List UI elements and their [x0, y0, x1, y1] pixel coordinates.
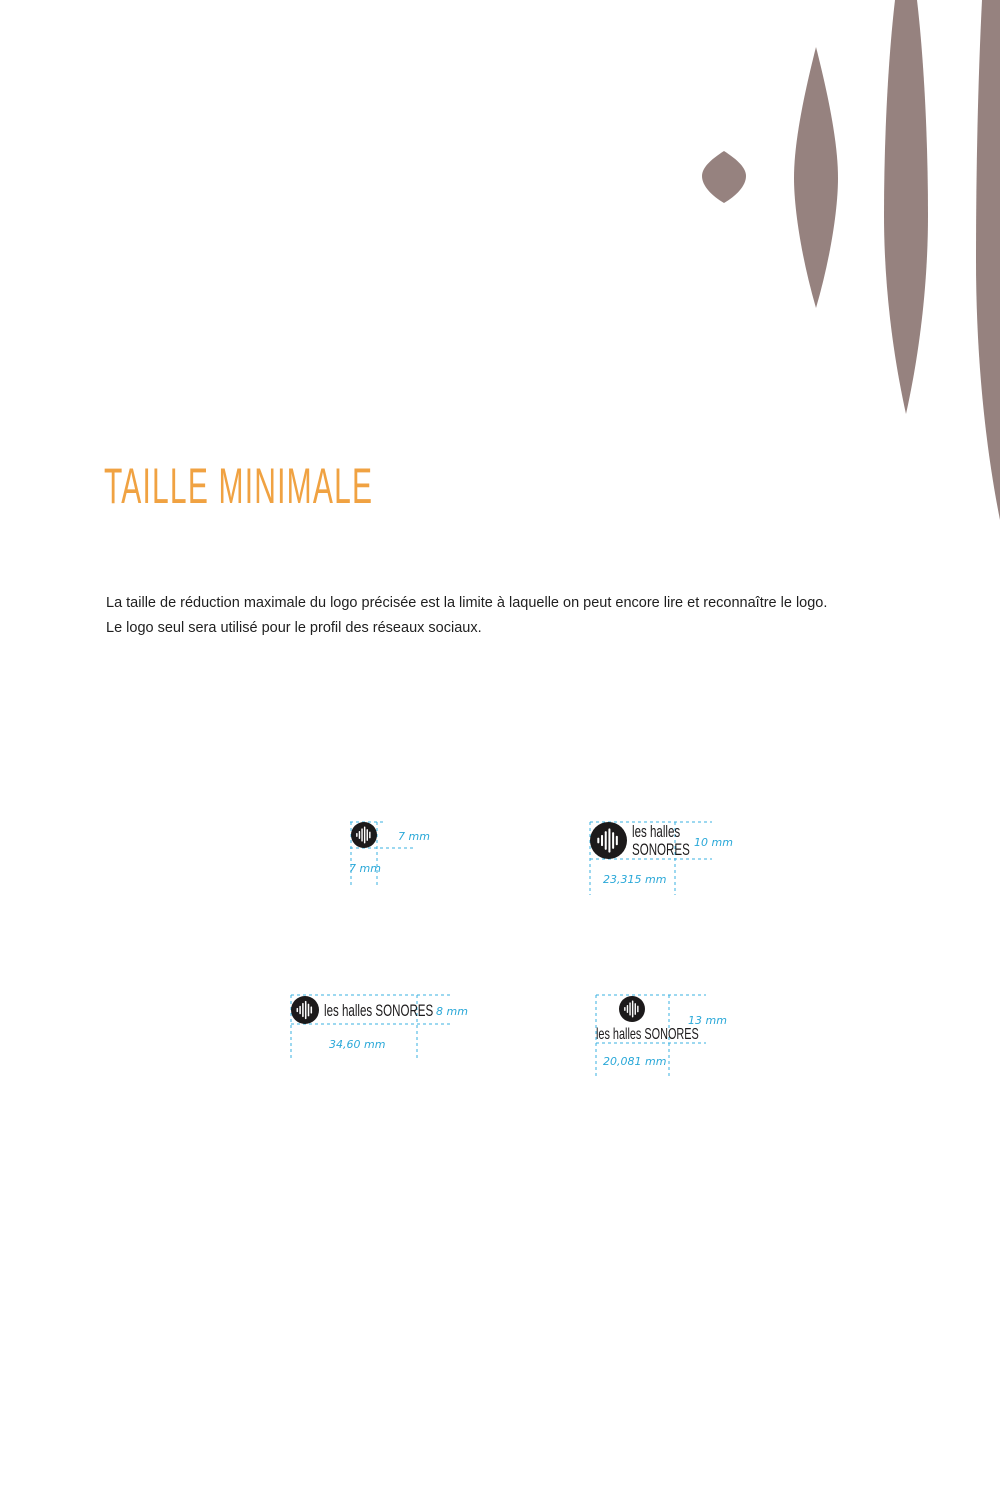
- height-label: 7 mm: [349, 862, 381, 875]
- width-label: 23,315 mm: [603, 873, 667, 886]
- width-label: 34,60 mm: [329, 1038, 386, 1051]
- page-title: TAILLE MINIMALE: [104, 458, 374, 514]
- logo-icon: [291, 996, 319, 1024]
- width-label: 20,081 mm: [603, 1055, 667, 1068]
- height-label: 13 mm: [688, 1014, 727, 1027]
- logo-wordmark-line2: SONORES: [632, 840, 690, 859]
- height-label: 8 mm: [436, 1005, 468, 1018]
- intro-line-1: La taille de réduction maximale du logo précisée est la limite à laquelle on peut encore lire et reconnaître le logo.: [106, 595, 828, 611]
- intro-line-2: Le logo seul sera utilisé pour le profil des réseaux sociaux.: [106, 620, 482, 636]
- logo-wordmark-part-a: les halles: [596, 1026, 642, 1043]
- logo-wordmark-part-b: SONORES: [644, 1026, 699, 1043]
- width-label: 7 mm: [398, 830, 430, 843]
- logo-icon: [351, 822, 377, 848]
- logo-icon: [590, 822, 627, 859]
- logo-wordmark-horizontal: [324, 1002, 433, 1019]
- logo-wordmark-part-a: les halles: [324, 1001, 373, 1020]
- logo-wordmark-part-b: SONORES: [375, 1001, 434, 1020]
- logo-wordmark-line1: les halles: [632, 822, 681, 841]
- height-label: 10 mm: [694, 836, 733, 849]
- logo-icon: [619, 996, 645, 1022]
- logo-wordmark-below: [596, 1027, 699, 1043]
